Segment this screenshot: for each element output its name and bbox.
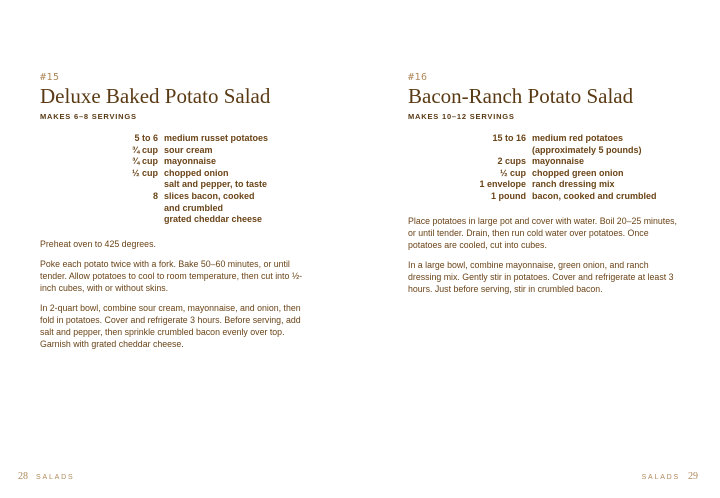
ingredient-item: medium red potatoes (approximately 5 pounds) (532, 133, 642, 155)
ingredient-item: chopped onion (164, 167, 229, 178)
section-label: SALADS (36, 474, 75, 481)
ingredient-qty: ¾ cup (131, 156, 158, 167)
recipe-number: #15 (40, 72, 60, 83)
page-number: 29 (688, 471, 698, 482)
ingredient-item: chopped green onion (532, 167, 624, 178)
recipe-method (408, 215, 678, 295)
method-step: Preheat oven to 425 degrees. (40, 238, 156, 249)
ingredient-item: sour cream (164, 144, 213, 155)
ingredient-qty: 1 envelope (479, 179, 526, 190)
page-number: 28 (18, 471, 28, 482)
ingredient-qty: 5 to 6 (134, 133, 158, 143)
ingredient-item: salt and pepper, to taste (164, 179, 268, 190)
recipe-method (40, 238, 310, 350)
ingredient-qty: ½ cup (131, 167, 158, 178)
method-step: Poke each potato twice with a fork. Bake 50–60 minutes, or until tender. Allow potatoes to cool to room temperature, then cut into ½-inch cubes, with or without skins. (40, 258, 303, 293)
ingredient-item: grated cheddar cheese (164, 214, 263, 225)
ingredient-item: bacon, cooked and crumbled (532, 190, 657, 201)
ingredient-list (408, 133, 678, 203)
method-step: In a large bowl, combine mayonnaise, green onion, and ranch dressing mix. Gently stir in potatoes. Cover and refrigerate at least 3 hours. Just before serving, stir in crumbled bacon. (408, 259, 674, 294)
ingredient-qty: 1 pound (491, 190, 526, 201)
ingredient-item: ranch dressing mix (532, 179, 615, 190)
method-step: In 2-quart bowl, combine sour cream, mayonnaise, and onion, then fold in potatoes. Cover and refrigerate 3 hours. Before serving, add salt and pepper, then sprinkle crumbled bacon evenly over top. Garnish with grated cheddar cheese. (40, 302, 301, 349)
page-footer (18, 471, 74, 482)
ingredient-qty: ¾ cup (131, 144, 158, 155)
ingredient-qty: 2 cups (497, 156, 526, 167)
recipe-title: Deluxe Baked Potato Salad (40, 84, 271, 108)
page-footer (642, 471, 698, 482)
ingredient-qty (40, 214, 158, 226)
recipe-servings: MAKES 10–12 SERVINGS (408, 112, 515, 121)
method-step: Place potatoes in large pot and cover with water. Boil 20–25 minutes, or until tender. Drain, then run cold water over potatoes. Once potatoes are cooled, cut into cubes. (408, 215, 677, 250)
ingredient-item: medium russet potatoes (164, 133, 269, 143)
section-label: SALADS (641, 474, 680, 481)
recipe-15 (40, 72, 310, 358)
ingredient-qty: ½ cup (499, 167, 526, 178)
ingredient-qty: 8 (152, 190, 158, 201)
recipe-16 (408, 72, 678, 303)
recipe-title: Bacon-Ranch Potato Salad (408, 84, 634, 108)
ingredient-item: slices bacon, cooked and crumbled (164, 190, 255, 213)
right-page (360, 0, 720, 498)
recipe-number: #16 (408, 72, 428, 83)
ingredient-item: mayonnaise (164, 156, 217, 167)
ingredient-item: mayonnaise (532, 156, 585, 167)
recipe-servings: MAKES 6–8 SERVINGS (40, 112, 137, 121)
ingredient-qty: 15 to 16 (492, 133, 526, 143)
ingredient-qty (40, 179, 158, 191)
ingredient-list (40, 133, 310, 226)
